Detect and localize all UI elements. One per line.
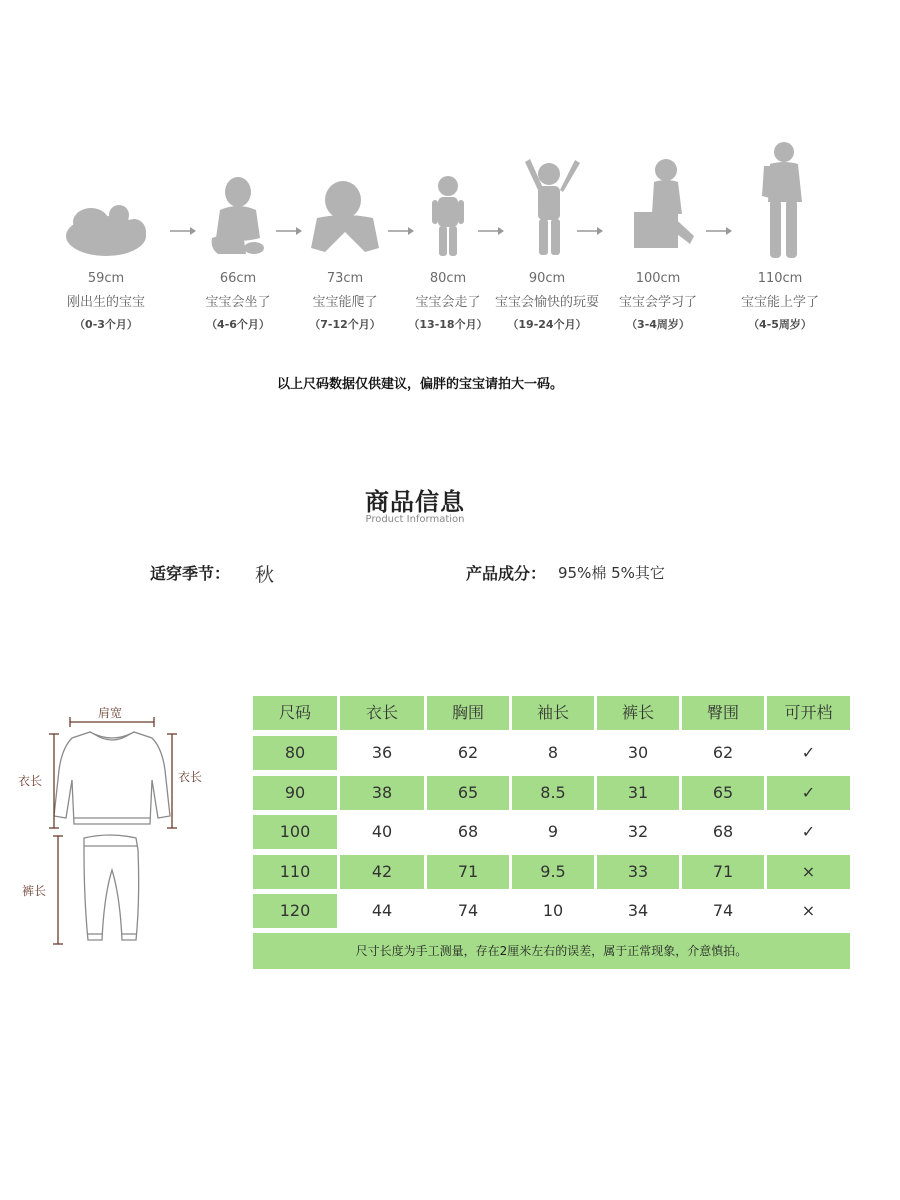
stage-age: （3-4周岁） bbox=[626, 318, 690, 331]
stage-newborn bbox=[46, 140, 166, 333]
season-value: 秋 bbox=[255, 564, 275, 586]
composition-label: 产品成分： bbox=[466, 564, 547, 583]
shoulder-width-label: 肩宽 bbox=[98, 706, 123, 720]
stage-height: 110cm bbox=[757, 271, 803, 286]
table-cell: 8 bbox=[512, 736, 594, 770]
table-cell: 31 bbox=[597, 776, 679, 810]
stage-height: 66cm bbox=[219, 271, 257, 286]
table-cell: 40 bbox=[340, 815, 424, 849]
size-cell: 80 bbox=[253, 736, 337, 770]
size-cell: 110 bbox=[253, 855, 337, 889]
garment-measurement-diagram bbox=[12, 700, 222, 960]
header-cell: 衣长 bbox=[340, 696, 424, 730]
table-cell: 44 bbox=[340, 894, 424, 928]
table-cell: 65 bbox=[427, 776, 509, 810]
table-row bbox=[253, 894, 850, 928]
stage-description: 宝宝会愉快的玩耍 bbox=[494, 295, 599, 310]
header-cell: 裤长 bbox=[597, 696, 679, 730]
stage-description: 宝宝会学习了 bbox=[618, 295, 697, 310]
table-cell: 33 bbox=[597, 855, 679, 889]
standing-toddler-silhouette-icon bbox=[398, 140, 498, 262]
top-length-left-label: 衣长 bbox=[18, 774, 43, 788]
growth-stages bbox=[0, 140, 900, 350]
table-row bbox=[253, 736, 850, 770]
header-cell: 胸围 bbox=[427, 696, 509, 730]
pants-length-label: 裤长 bbox=[22, 884, 47, 898]
table-row bbox=[253, 776, 850, 810]
table-cell: 32 bbox=[597, 815, 679, 849]
stage-age: （7-12个月） bbox=[309, 318, 381, 331]
stage-height: 90cm bbox=[528, 271, 566, 286]
table-cell: 34 bbox=[597, 894, 679, 928]
header-cell: 可开档 bbox=[767, 696, 850, 730]
table-cell: ✓ bbox=[767, 815, 850, 849]
table-cell: ✓ bbox=[767, 776, 850, 810]
measurement-disclaimer: 尺寸长度为手工测量，存在2厘米左右的误差，属于正常现象，介意慎拍。 bbox=[253, 933, 850, 969]
stage-age: （13-18个月） bbox=[408, 318, 488, 331]
stage-description: 宝宝能上学了 bbox=[740, 295, 819, 310]
table-row bbox=[253, 855, 850, 889]
newborn-silhouette-icon bbox=[56, 140, 156, 262]
stage-description: 宝宝会走了 bbox=[415, 295, 481, 310]
table-cell: 10 bbox=[512, 894, 594, 928]
header-cell: 袖长 bbox=[512, 696, 594, 730]
stage-description: 宝宝会坐了 bbox=[205, 295, 271, 310]
table-cell: 65 bbox=[682, 776, 764, 810]
table-cell: 74 bbox=[427, 894, 509, 928]
stage-description: 宝宝能爬了 bbox=[312, 295, 378, 310]
table-cell: 9 bbox=[512, 815, 594, 849]
table-cell: 74 bbox=[682, 894, 764, 928]
stage-height: 100cm bbox=[635, 271, 681, 286]
table-cell: ✓ bbox=[767, 736, 850, 770]
stage-height: 73cm bbox=[326, 271, 364, 286]
stage-age: （4-5周岁） bbox=[748, 318, 812, 331]
size-cell: 120 bbox=[253, 894, 337, 928]
size-cell: 100 bbox=[253, 815, 337, 849]
stage-description: 刚出生的宝宝 bbox=[66, 295, 145, 310]
school-child-silhouette-icon bbox=[730, 140, 830, 262]
table-cell: 71 bbox=[682, 855, 764, 889]
table-cell: 30 bbox=[597, 736, 679, 770]
table-row bbox=[253, 815, 850, 849]
table-cell: 71 bbox=[427, 855, 509, 889]
season-label: 适穿季节： bbox=[150, 564, 231, 583]
stage-height: 59cm bbox=[87, 271, 125, 286]
stage-height: 80cm bbox=[429, 271, 467, 286]
stage-age: （4-6个月） bbox=[206, 318, 270, 331]
table-cell: 38 bbox=[340, 776, 424, 810]
stage-age: （19-24个月） bbox=[507, 318, 587, 331]
size-table bbox=[253, 696, 850, 971]
table-cell: 8.5 bbox=[512, 776, 594, 810]
sitting-baby-silhouette-icon bbox=[188, 140, 288, 262]
table-cell: 62 bbox=[682, 736, 764, 770]
stage-crawling bbox=[285, 140, 405, 333]
stage-learning bbox=[598, 140, 718, 333]
stage-school bbox=[720, 140, 840, 333]
header-cell: 尺码 bbox=[253, 696, 337, 730]
size-cell: 90 bbox=[253, 776, 337, 810]
stage-sitting bbox=[178, 140, 298, 333]
composition-value: 95%棉 5%其它 bbox=[558, 564, 665, 582]
header-cell: 臀围 bbox=[682, 696, 764, 730]
product-info-subtitle: Product Information bbox=[365, 514, 465, 525]
crawling-baby-silhouette-icon bbox=[295, 140, 395, 262]
child-on-block-silhouette-icon bbox=[608, 140, 708, 262]
stage-playing bbox=[487, 140, 607, 333]
table-cell: 62 bbox=[427, 736, 509, 770]
product-info-title: 商品信息 bbox=[365, 488, 465, 516]
table-cell: 68 bbox=[427, 815, 509, 849]
stage-age: （0-3个月） bbox=[74, 318, 138, 331]
table-cell: 68 bbox=[682, 815, 764, 849]
table-header-row bbox=[253, 696, 850, 730]
table-cell: 9.5 bbox=[512, 855, 594, 889]
table-cell: × bbox=[767, 855, 850, 889]
table-cell: × bbox=[767, 894, 850, 928]
top-length-right-label: 衣长 bbox=[178, 770, 203, 784]
sweater-pants-outline-icon bbox=[12, 700, 222, 960]
size-advice-note: 以上尺码数据仅供建议，偏胖的宝宝请拍大一码。 bbox=[276, 377, 563, 392]
table-cell: 42 bbox=[340, 855, 424, 889]
table-cell: 36 bbox=[340, 736, 424, 770]
playing-toddler-silhouette-icon bbox=[497, 140, 597, 262]
